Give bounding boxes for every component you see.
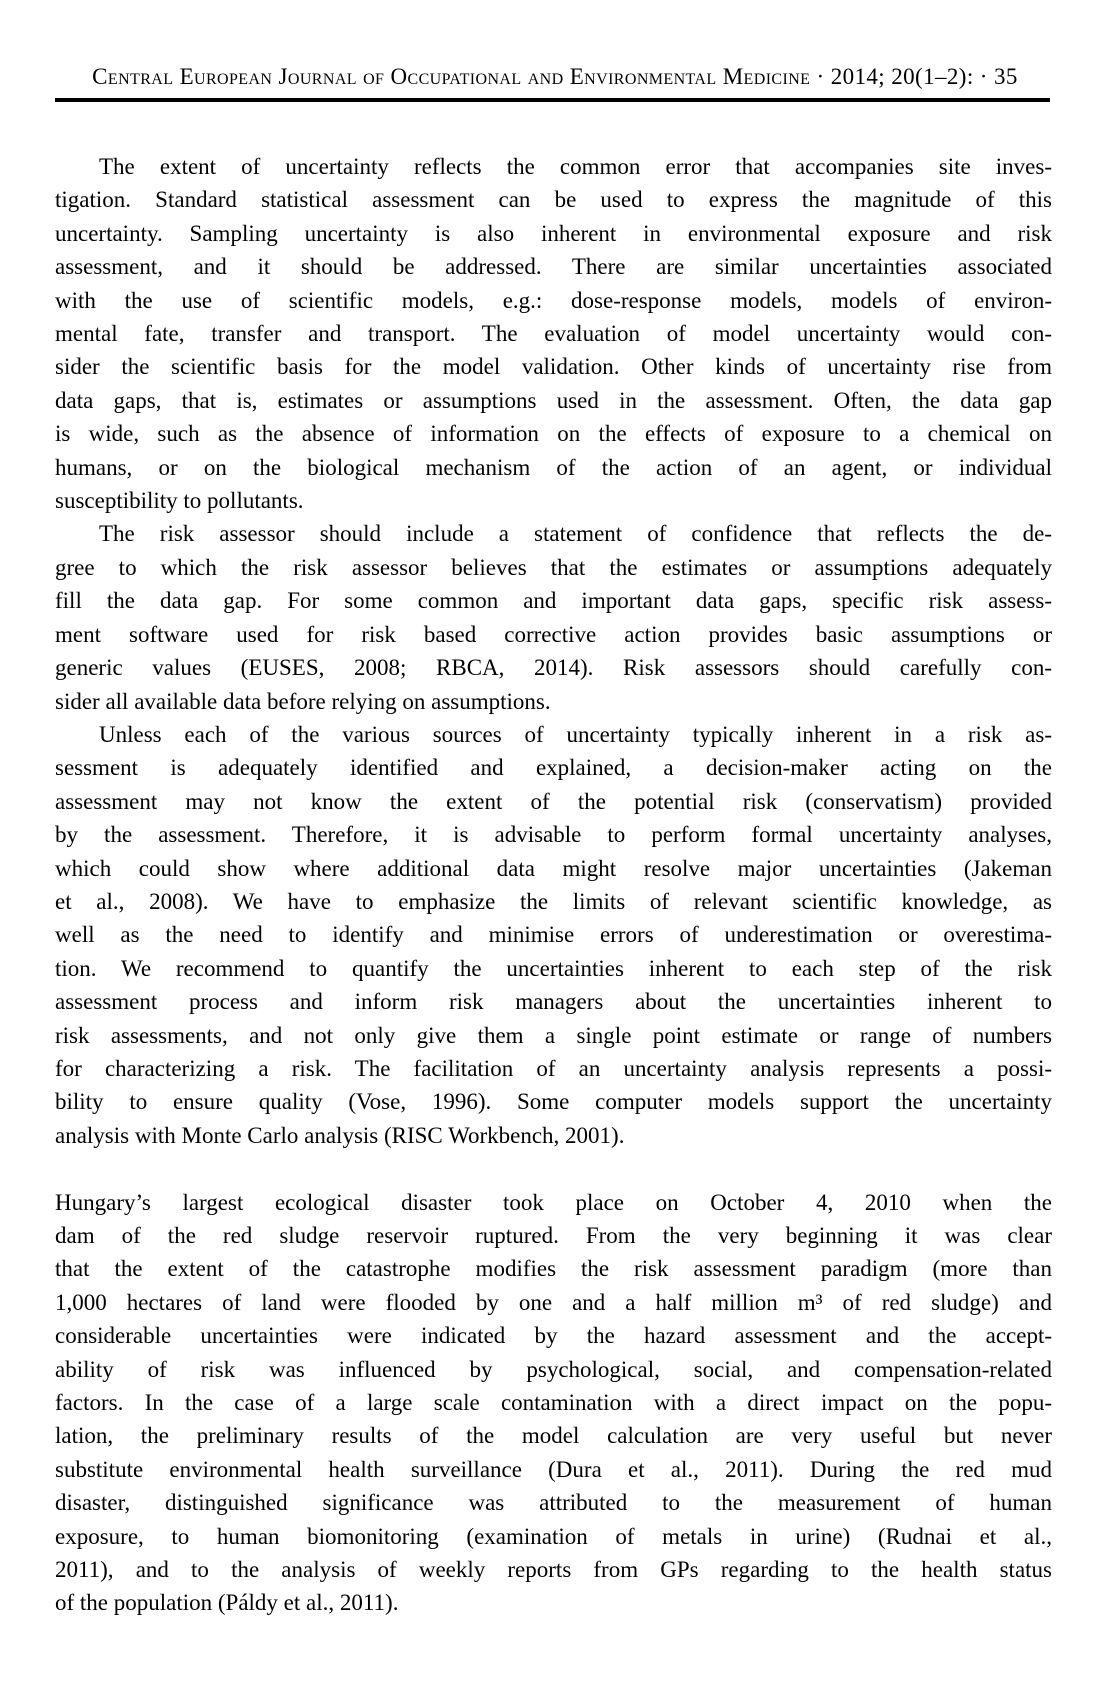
paragraph (55, 1186, 1052, 1620)
text-line: uncertainty. Sampling uncertainty is also inherent in environmental exposure and risk (55, 220, 1052, 246)
header-rule (55, 98, 1050, 102)
text-line: Unless each of the various sources of uncertainty typically inherent in a risk as- (99, 721, 1052, 747)
text-line: The risk assessor should include a statement of confidence that reflects the de- (99, 521, 1052, 547)
text-line: sider the scientific basis for the model validation. Other kinds of uncertainty rise from (55, 354, 1052, 380)
text-line: assessment process and inform risk managers about the uncertainties inherent to (55, 989, 1052, 1015)
text-line: et al., 2008). We have to emphasize the limits of relevant scientific knowledge, as (55, 888, 1052, 914)
text-line: is wide, such as the absence of information on the effects of exposure to a chemical on (55, 421, 1052, 447)
text-line: by the assessment. Therefore, it is advisable to perform formal uncertainty analyses, (55, 822, 1052, 848)
text-line: that the extent of the catastrophe modifies the risk assessment paradigm (more than (55, 1256, 1052, 1282)
text-line: analysis with Monte Carlo analysis (RISC Workbench, 2001). (55, 1122, 625, 1148)
text-line: humans, or on the biological mechanism of the action of an agent, or individual (55, 454, 1052, 480)
text-line: fill the data gap. For some common and important data gaps, specific risk assess- (55, 588, 1052, 614)
text-line: with the use of scientific models, e.g.: dose-response models, models of environ- (55, 287, 1052, 313)
text-line: generic values (EUSES, 2008; RBCA, 2014). Risk assessors should carefully con- (55, 655, 1052, 681)
text-line: assessment, and it should be addressed. There are similar uncertainties associated (55, 254, 1052, 280)
running-head: Central European Journal of Occupational and Environmental Medicine · 2014; 20(1–2): · 35 (92, 64, 1018, 89)
page-header (0, 64, 1110, 102)
text-line: sessment is adequately identified and explained, a decision-maker acting on the (55, 755, 1052, 781)
text-line: factors. In the case of a large scale contamination with a direct impact on the popu- (55, 1390, 1052, 1416)
text-line: gree to which the risk assessor believes that the estimates or assumptions adequately (55, 554, 1052, 580)
text-line: which could show where additional data might resolve major uncertainties (Jakeman (55, 855, 1052, 881)
text-line: bility to ensure quality (Vose, 1996). Some computer models support the uncertainty (55, 1089, 1052, 1115)
text-line: of the population (Páldy et al., 2011). (55, 1590, 399, 1616)
text-line: Hungary’s largest ecological disaster took place on October 4, 2010 when the (55, 1189, 1052, 1215)
text-line: exposure, to human biomonitoring (examination of metals in urine) (Rudnai et al., (55, 1523, 1052, 1549)
text-line: for characterizing a risk. The facilitation of an uncertainty analysis represents a possi- (55, 1055, 1052, 1081)
paragraph (55, 150, 1052, 517)
text-line: data gaps, that is, estimates or assumptions used in the assessment. Often, the data gap (55, 387, 1052, 413)
text-line: dam of the red sludge reservoir ruptured. From the very beginning it was clear (55, 1222, 1052, 1248)
text-line: ment software used for risk based corrective action provides basic assumptions or (55, 621, 1052, 647)
text-line: mental fate, transfer and transport. The evaluation of model uncertainty would con- (55, 321, 1052, 347)
text-line: tion. We recommend to quantify the uncertainties inherent to each step of the risk (55, 955, 1052, 981)
text-line: tigation. Standard statistical assessment can be used to express the magnitude of this (55, 187, 1052, 213)
text-line: disaster, distinguished significance was attributed to the measurement of human (55, 1490, 1052, 1516)
text-line: 1,000 hectares of land were flooded by one and a half million m³ of red sludge) and (55, 1289, 1052, 1315)
paragraph (55, 517, 1052, 717)
text-line: lation, the preliminary results of the model calculation are very useful but never (55, 1423, 1052, 1449)
text-line: ability of risk was influenced by psychological, social, and compensation-related (55, 1356, 1052, 1382)
text-line: The extent of uncertainty reflects the common error that accompanies site inves- (99, 154, 1052, 179)
text-line: risk assessments, and not only give them a single point estimate or range of numbers (55, 1022, 1052, 1048)
text-line: substitute environmental health surveillance (Dura et al., 2011). During the red mud (55, 1456, 1052, 1482)
text-line: assessment may not know the extent of the potential risk (conservatism) provided (55, 788, 1052, 814)
text-line: susceptibility to pollutants. (55, 488, 304, 514)
text-line: sider all available data before relying on assumptions. (55, 688, 551, 714)
paragraph (55, 718, 1052, 1152)
article-body (55, 150, 1052, 1620)
text-line: considerable uncertainties were indicated by the hazard assessment and the accept- (55, 1323, 1052, 1349)
text-line: well as the need to identify and minimise errors of underestimation or overestima- (55, 922, 1052, 948)
text-line: 2011), and to the analysis of weekly reports from GPs regarding to the health status (55, 1557, 1052, 1583)
